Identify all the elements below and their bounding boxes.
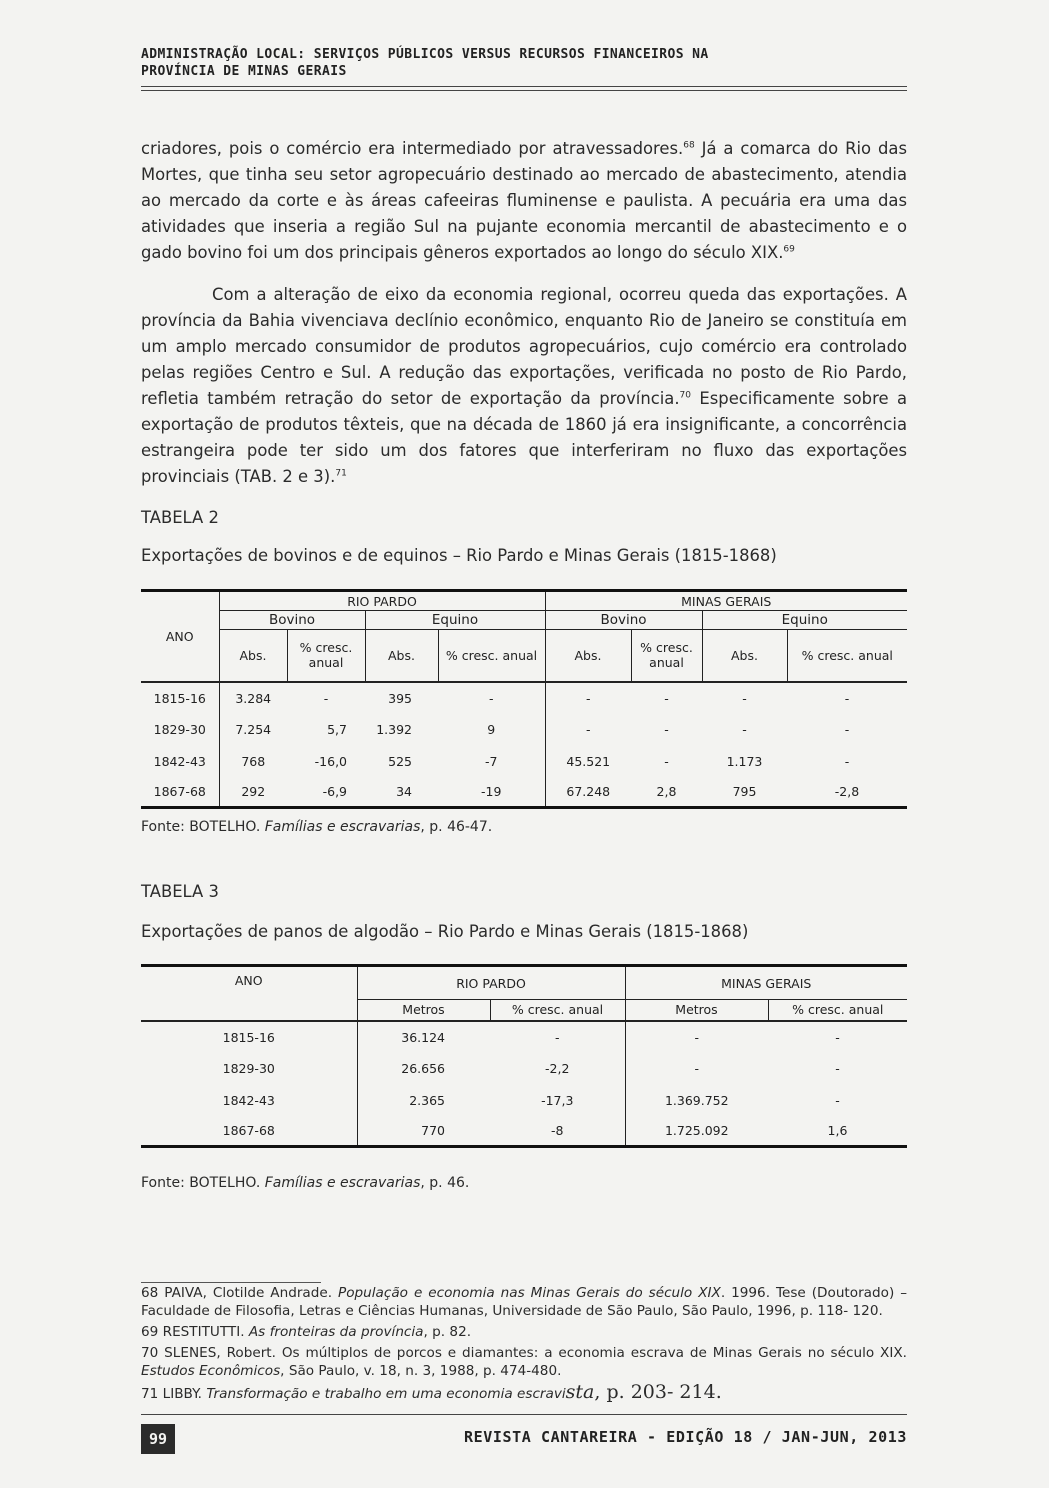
header-rio-pardo: RIO PARDO — [219, 591, 545, 611]
footnote-70: 70 SLENES, Robert. Os múltiplos de porcos e diamantes: a economia escrava de Minas Gerais no século XIX. Estudos Econômicos, São Paulo, v. 18, n. 3, 1988, p. 474-480. — [141, 1345, 907, 1379]
running-header: ADMINISTRAÇÃO LOCAL: SERVIÇOS PÚBLICOS VERSUS RECURSOS FINANCEIROS NA PROVÍNCIA DE MINAS GERAIS — [141, 47, 709, 79]
table2-caption: Exportações de bovinos e de equinos – Rio Pardo e Minas Gerais (1815-1868) — [141, 546, 777, 565]
page-number: 99 — [141, 1424, 175, 1454]
header-abs: Abs. — [545, 630, 631, 682]
footnote-rule — [141, 1282, 321, 1283]
footnote-ref-71[interactable]: 71 — [335, 468, 347, 479]
table-row: 1815-16 36.124 - - - — [141, 1021, 907, 1053]
header-cresc: % cresc. anual — [490, 1000, 625, 1021]
header-abs: Abs. — [219, 630, 287, 682]
header-cresc: % cresc. anual — [768, 1000, 907, 1021]
footer-rule — [141, 1414, 907, 1415]
header-abs: Abs. — [365, 630, 438, 682]
header-ano: ANO — [141, 966, 357, 1021]
header-bovino: Bovino — [219, 611, 365, 630]
footnote-69: 69 RESTITUTTI. As fronteiras da província, p. 82. — [141, 1324, 472, 1340]
table-row: 1867-68 770 -8 1.725.092 1,6 — [141, 1117, 907, 1147]
footnote-ref-70[interactable]: 70 — [679, 390, 691, 401]
header-rule — [141, 86, 907, 91]
table2-source: Fonte: BOTELHO. Famílias e escravarias, p. 46-47. — [141, 819, 493, 835]
table-row: 1842-43 768 -16,0 525 -7 45.521 - 1.173 - — [141, 746, 907, 778]
table3-label: TABELA 3 — [141, 882, 219, 901]
header-rio-pardo: RIO PARDO — [357, 966, 625, 1000]
header-ano: ANO — [141, 591, 219, 682]
table-row: 1829-30 7.254 5,7 1.392 9 - - - - — [141, 714, 907, 746]
journal-footer: REVISTA CANTAREIRA - EDIÇÃO 18 / JAN-JUN, 2013 — [463, 1428, 907, 1446]
table-row: 1829-30 26.656 -2,2 - - — [141, 1053, 907, 1085]
table-row: 1842-43 2.365 -17,3 1.369.752 - — [141, 1085, 907, 1117]
header-minas-gerais: MINAS GERAIS — [545, 591, 907, 611]
table-row: 1867-68 292 -6,9 34 -19 67.248 2,8 795 -2,8 — [141, 778, 907, 808]
header-cresc: % cresc. anual — [438, 630, 545, 682]
header-cresc: % cresc. anual — [787, 630, 907, 682]
table2 — [141, 589, 907, 809]
table3-source: Fonte: BOTELHO. Famílias e escravarias, p. 46. — [141, 1175, 470, 1191]
header-minas-gerais: MINAS GERAIS — [625, 966, 907, 1000]
body-text — [141, 136, 907, 490]
header-metros: Metros — [357, 1000, 490, 1021]
footnote-68: 68 PAIVA, Clotilde Andrade. População e economia nas Minas Gerais do século XIX. 1996. Tese (Doutorado) – Faculdade de Filosofia, Letras e Ciências Humanas, Universidade de São Paulo, São Paulo, 1996, p. 118- 120. — [141, 1285, 907, 1319]
table3-caption: Exportações de panos de algodão – Rio Pardo e Minas Gerais (1815-1868) — [141, 922, 749, 941]
header-metros: Metros — [625, 1000, 768, 1021]
header-cresc: % cresc. anual — [287, 630, 365, 682]
paragraph-1: criadores, pois o comércio era intermediado por atravessadores.$^{68}$ Já a comarca do Rio das Mortes, que tinha seu setor agropecuário destinado ao mercado de abastecimento, atendia ao mercado da corte e às áreas cafeeiras fluminense e paulista. A pecuária era uma das atividades que inseria a região Sul na pujante economia mercantil de abastecimento e o gado bovino foi um dos principais gêneros exportados ao longo do século XIX.$^{69}$ — [141, 139, 907, 262]
header-equino: Equino — [365, 611, 545, 630]
table-row: 1815-16 3.284 - 395 - - - - - — [141, 682, 907, 714]
table3 — [141, 964, 907, 1148]
footnote-71: 71 LIBBY. Transformação e trabalho em uma economia escravista, p. 203- 214. — [141, 1381, 722, 1403]
header-bovino: Bovino — [545, 611, 702, 630]
paragraph-2: Com a alteração de eixo da economia regional, ocorreu queda das exportações. A província da Bahia vivenciava declínio econômico, enquanto Rio de Janeiro se constituía em um amplo mercado consumidor de produtos agropecuários, cujo comércio era controlado pelas regiões Centro e Sul. A redução das exportações, verificada no posto de Rio Pardo, refletia também retração do setor de exportação da província.$^{70}$ Especificamente sobre a exportação de produtos têxteis, que na década de 1860 já era insignificante, a concorrência estrangeira pode ter sido um dos fatores que interferiram no fluxo das exportações provinciais (TAB. 2 e 3).$^{71}$ — [141, 285, 908, 486]
header-equino: Equino — [702, 611, 907, 630]
table2-label: TABELA 2 — [141, 508, 219, 527]
footnote-ref-69[interactable]: 69 — [783, 244, 795, 255]
header-cresc: % cresc. anual — [631, 630, 702, 682]
header-abs: Abs. — [702, 630, 787, 682]
footnotes — [141, 1284, 907, 1406]
footnote-ref-68[interactable]: 68 — [683, 140, 695, 151]
